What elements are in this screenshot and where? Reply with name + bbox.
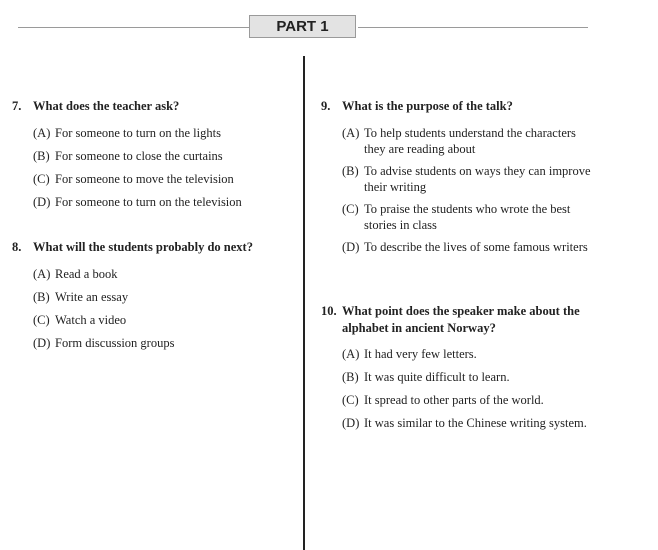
option-text: For someone to turn on the television bbox=[55, 195, 242, 209]
option-b[interactable] bbox=[33, 289, 292, 305]
question-text: What will the students probably do next? bbox=[33, 240, 253, 254]
question-text: What point does the speaker make about the alphabet in ancient Norway? bbox=[342, 304, 580, 335]
option-label: (B) bbox=[33, 290, 50, 304]
question-7 bbox=[12, 98, 292, 210]
header-rule-left bbox=[18, 27, 250, 28]
option-c[interactable] bbox=[33, 312, 292, 328]
option-label: (B) bbox=[342, 370, 359, 384]
option-text: Write an essay bbox=[55, 290, 129, 304]
option-label: (D) bbox=[342, 240, 360, 254]
option-text: Watch a video bbox=[55, 313, 127, 327]
option-label: (D) bbox=[33, 336, 51, 350]
option-d[interactable] bbox=[342, 415, 596, 431]
option-text: For someone to turn on the lights bbox=[55, 126, 221, 140]
option-text: Read a book bbox=[55, 267, 118, 281]
part-title: PART 1 bbox=[249, 15, 356, 38]
question-number: 8. bbox=[12, 240, 22, 254]
option-label: (A) bbox=[342, 126, 360, 140]
option-a[interactable] bbox=[33, 266, 292, 282]
option-c[interactable] bbox=[342, 201, 596, 233]
question-number: 9. bbox=[321, 99, 331, 113]
option-text: To describe the lives of some famous writers bbox=[364, 240, 588, 254]
option-d[interactable] bbox=[33, 335, 292, 351]
option-label: (C) bbox=[33, 172, 50, 186]
option-a[interactable] bbox=[342, 346, 596, 362]
option-label: (A) bbox=[342, 347, 360, 361]
question-number: 7. bbox=[12, 99, 22, 113]
option-text: To advise students on ways they can improve their writing bbox=[364, 164, 591, 194]
option-a[interactable] bbox=[33, 125, 292, 141]
option-label: (D) bbox=[342, 416, 360, 430]
option-d[interactable] bbox=[342, 239, 596, 255]
option-label: (B) bbox=[33, 149, 50, 163]
option-text: To praise the students who wrote the best stories in class bbox=[364, 202, 571, 232]
question-text: What is the purpose of the talk? bbox=[342, 99, 513, 113]
option-b[interactable] bbox=[33, 148, 292, 164]
option-d[interactable] bbox=[33, 194, 292, 210]
option-label: (C) bbox=[342, 202, 359, 216]
option-c[interactable] bbox=[342, 392, 596, 408]
question-title bbox=[12, 239, 292, 256]
option-text: It had very few letters. bbox=[364, 347, 477, 361]
option-b[interactable] bbox=[342, 163, 596, 195]
question-text: What does the teacher ask? bbox=[33, 99, 180, 113]
option-label: (C) bbox=[33, 313, 50, 327]
question-number: 10. bbox=[321, 304, 337, 318]
question-title bbox=[12, 98, 292, 115]
option-text: Form discussion groups bbox=[55, 336, 175, 350]
question-9 bbox=[321, 98, 596, 255]
column-divider bbox=[303, 56, 305, 550]
option-text: It was similar to the Chinese writing system. bbox=[364, 416, 587, 430]
option-label: (A) bbox=[33, 126, 51, 140]
option-c[interactable] bbox=[33, 171, 292, 187]
option-label: (B) bbox=[342, 164, 359, 178]
question-title bbox=[321, 303, 596, 337]
question-title bbox=[321, 98, 596, 115]
option-label: (D) bbox=[33, 195, 51, 209]
option-text: For someone to close the curtains bbox=[55, 149, 223, 163]
option-a[interactable] bbox=[342, 125, 596, 157]
question-8 bbox=[12, 239, 292, 351]
option-b[interactable] bbox=[342, 369, 596, 385]
option-text: For someone to move the television bbox=[55, 172, 234, 186]
option-text: It was quite difficult to learn. bbox=[364, 370, 510, 384]
header-rule-right bbox=[358, 27, 588, 28]
option-label: (A) bbox=[33, 267, 51, 281]
question-10 bbox=[321, 303, 596, 431]
option-label: (C) bbox=[342, 393, 359, 407]
option-text: It spread to other parts of the world. bbox=[364, 393, 544, 407]
option-text: To help students understand the characters they are reading about bbox=[364, 126, 576, 156]
